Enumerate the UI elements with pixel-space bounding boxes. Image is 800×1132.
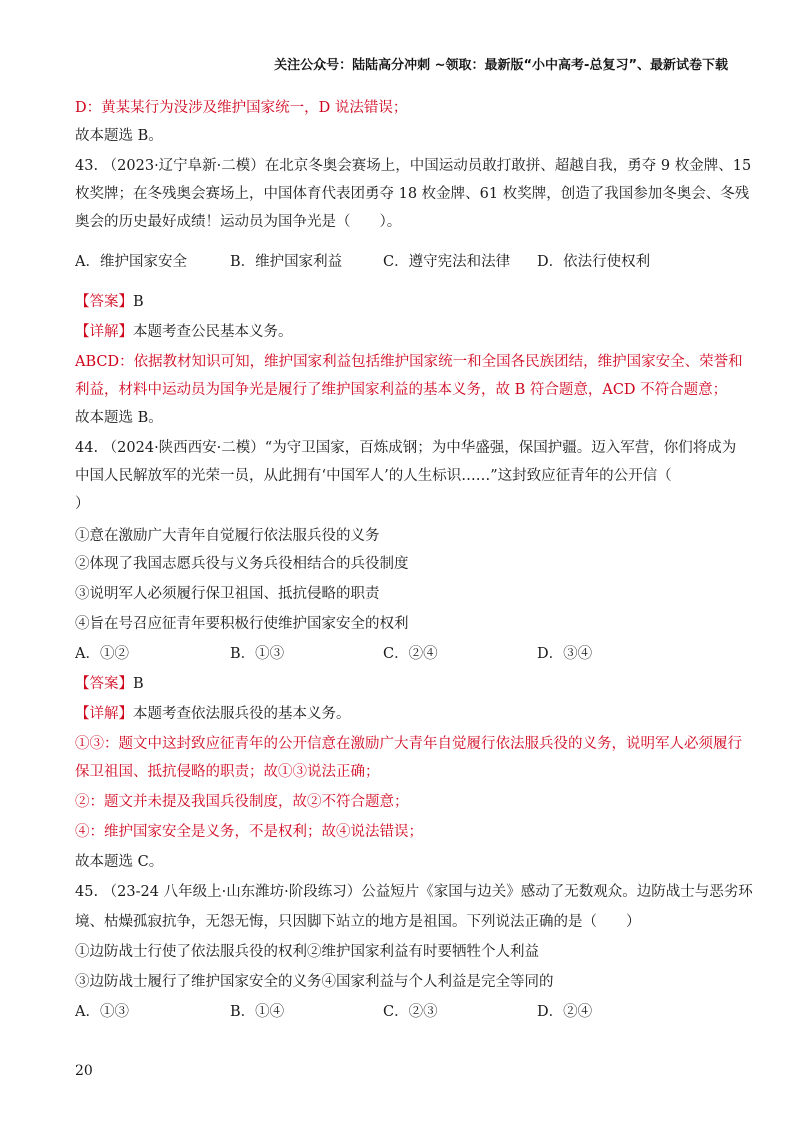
q43-stem-line-2: 枚奖牌；在冬残奥会赛场上，中国体育代表团勇夺 18 枚金牌、61 枚奖牌，创造了我国参加冬奥会、冬残	[75, 186, 750, 202]
detail-text: 本题考查依法服兵役的基本义务。	[133, 706, 351, 722]
q44-analysis-line-1: ①③：题文中这封致应征青年的公开信意在激励广大青年自觉履行依法服兵役的义务，说明军人必须履行	[75, 736, 742, 752]
q43-stem-line-1: 43. （2023·辽宁阜新·二模）在北京冬奥会赛场上，中国运动员敢打敢拼、超越自我，勇夺 9 枚金牌、15	[75, 158, 752, 174]
q43-analysis-line-2: 利益，材料中运动员为国争光是履行了维护国家利益的基本义务，故 B 符合题意，ACD 不符合题意；	[75, 382, 728, 398]
prev-analysis-d: D：黄某某行为没涉及维护国家统一，D 说法错误；	[75, 100, 408, 116]
q44-analysis-line-4: ④：维护国家安全是义务，不是权利；故④说法错误；	[75, 824, 423, 840]
q43-options	[75, 250, 725, 274]
answer-tag: 【答案】	[75, 676, 133, 692]
answer-tag: 【答案】	[75, 294, 133, 310]
q43-option-c: C．遵守宪法和法律	[383, 254, 511, 270]
q45-option-c: C．②③	[383, 1004, 438, 1020]
answer-value: B	[133, 294, 144, 310]
q45-stem-line-2: 境、枯燥孤寂抗争，无怨无悔，只因脚下站立的地方是祖国。下列说法正确的是（ ）	[75, 914, 641, 930]
q43-detail	[75, 320, 293, 344]
q45-options	[75, 1000, 725, 1024]
q44-stem-line-3: ）	[75, 496, 90, 512]
q44-stem-line-2: 中国人民解放军的光荣一员，从此拥有‘中国军人’的人生标识……”这封致应征青年的公开信（	[75, 468, 672, 484]
q43-option-b: B．维护国家利益	[230, 254, 343, 270]
q44-analysis-line-3: ②：题文并未提及我国兵役制度，故②不符合题意；	[75, 794, 409, 810]
q43-answer	[75, 290, 144, 314]
detail-tag: 【详解】	[75, 706, 133, 722]
answer-value: B	[133, 676, 144, 692]
q45-option-d: D．②④	[537, 1004, 593, 1020]
q45-statement-1: ①边防战士行使了依法服兵役的权利②维护国家利益有时要牺牲个人利益	[75, 944, 539, 960]
detail-text: 本题考查公民基本义务。	[133, 324, 293, 340]
prev-conclusion: 故本题选 B。	[75, 128, 163, 144]
q44-statement-1: ①意在激励广大青年自觉履行依法服兵役的义务	[75, 528, 380, 544]
q44-option-c: C．②④	[383, 646, 438, 662]
page-number: 20	[75, 1063, 93, 1079]
q45-option-a: A．①③	[75, 1004, 129, 1020]
q44-answer	[75, 672, 144, 696]
q44-option-d: D．③④	[537, 646, 593, 662]
q45-stem-line-1: 45. （23-24 八年级上·山东潍坊·阶段练习）公益短片《家国与边关》感动了无数观众。边防战士与恶劣环	[75, 884, 753, 900]
q44-options	[75, 642, 725, 666]
q45-option-b: B．①④	[230, 1004, 285, 1020]
q44-option-a: A．①②	[75, 646, 129, 662]
q44-statement-3: ③说明军人必须履行保卫祖国、抵抗侵略的职责	[75, 586, 380, 602]
q43-conclusion: 故本题选 B。	[75, 410, 163, 426]
q44-analysis-line-2: 保卫祖国、抵抗侵略的职责；故①③说法正确；	[75, 764, 380, 780]
q44-detail	[75, 702, 351, 726]
q43-stem-line-3: 奥会的历史最好成绩！运动员为国争光是（ ）。	[75, 214, 402, 230]
page-header: 关注公众号：陆陆高分冲刺 ~领取：最新版“小中高考-总复习”、最新试卷下载	[274, 58, 728, 73]
detail-tag: 【详解】	[75, 324, 133, 340]
q44-option-b: B．①③	[230, 646, 285, 662]
q43-analysis-line-1: ABCD：依据教材知识可知，维护国家利益包括维护国家统一和全国各民族团结，维护国家安全、荣誉和	[75, 354, 743, 370]
q43-option-a: A．维护国家安全	[75, 254, 187, 270]
q44-stem-line-1: 44. （2024·陕西西安·二模）“为守卫国家，百炼成钢；为中华盛强，保国护疆。迈入军营，你们将成为	[75, 440, 737, 456]
q45-statement-2: ③边防战士履行了维护国家安全的义务④国家利益与个人利益是完全等同的	[75, 974, 554, 990]
q43-option-d: D．依法行使权利	[537, 254, 651, 270]
q44-statement-2: ②体现了我国志愿兵役与义务兵役相结合的兵役制度	[75, 556, 409, 572]
q44-conclusion: 故本题选 C。	[75, 854, 164, 870]
q44-statement-4: ④旨在号召应征青年要积极行使维护国家安全的权利	[75, 616, 409, 632]
